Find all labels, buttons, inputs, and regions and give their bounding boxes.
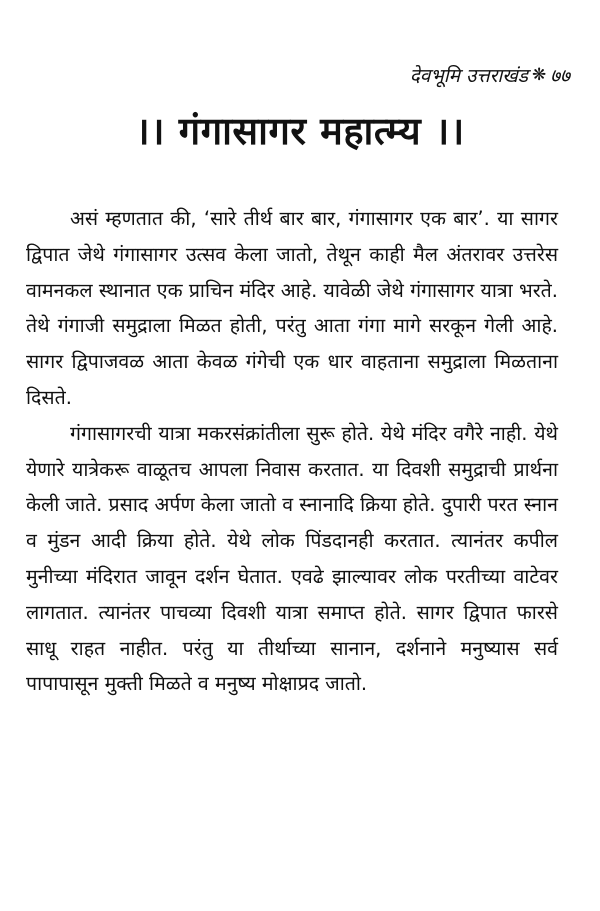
- running-header: [410, 62, 570, 88]
- body-text: [26, 201, 558, 702]
- page-number: ७७: [550, 65, 570, 87]
- paragraph-2: गंगासागरची यात्रा मकरसंक्रांतीला सुरू होते. येथे मंदिर वगैरे नाही. येथे येणारे यात्रेकरू वाळूतच आपला निवास करतात. या दिवशी समुद्राची प्रार्थना केली जाते. प्रसाद अर्पण केला जातो व स्नानादि क्रिया होते. दुपारी परत स्नान व मुंडन आदी क्रिया होते. येथे लोक पिंडदानही करतात. त्यानंतर कपील मुनीच्या मंदिरात जावून दर्शन घेतात. एवढे झाल्यावर लोक परतीच्या वाटेवर लागतात. त्यानंतर पाचव्या दिवशी यात्रा समाप्त होते. सागर द्विपात फारसे साधू राहत नाहीत. परंतु या तीर्थाच्या सानान, दर्शनाने मनुष्यास सर्व पापापासून मुक्ती मिळते व मनुष्य मोक्षाप्रद जातो.: [26, 421, 558, 696]
- paragraph-1: असं म्हणतात की, ‘सारे तीर्थ बार बार, गंगासागर एक बार’. या सागर द्विपात जेथे गंगासागर उत्सव केला जातो, तेथून काही मैल अंतरावर उत्तरेस वामनकल स्थानात एक प्राचिन मंदिर आहे. यावेळी जेथे गंगासागर यात्रा भरते. तेथे गंगाजी समुद्राला मिळत होती, परंतु आता गंगा मागे सरकून गेली आहे. सागर द्विपाजवळ आता केवळ गंगेची एक धार वाहताना समुद्राला मिळताना दिसते.: [26, 207, 558, 409]
- running-title: देवभूमि उत्तराखंड: [409, 65, 528, 87]
- flower-ornament-icon: ❋: [531, 65, 547, 85]
- chapter-title: ।। गंगासागर महात्म्य ।।: [135, 109, 465, 153]
